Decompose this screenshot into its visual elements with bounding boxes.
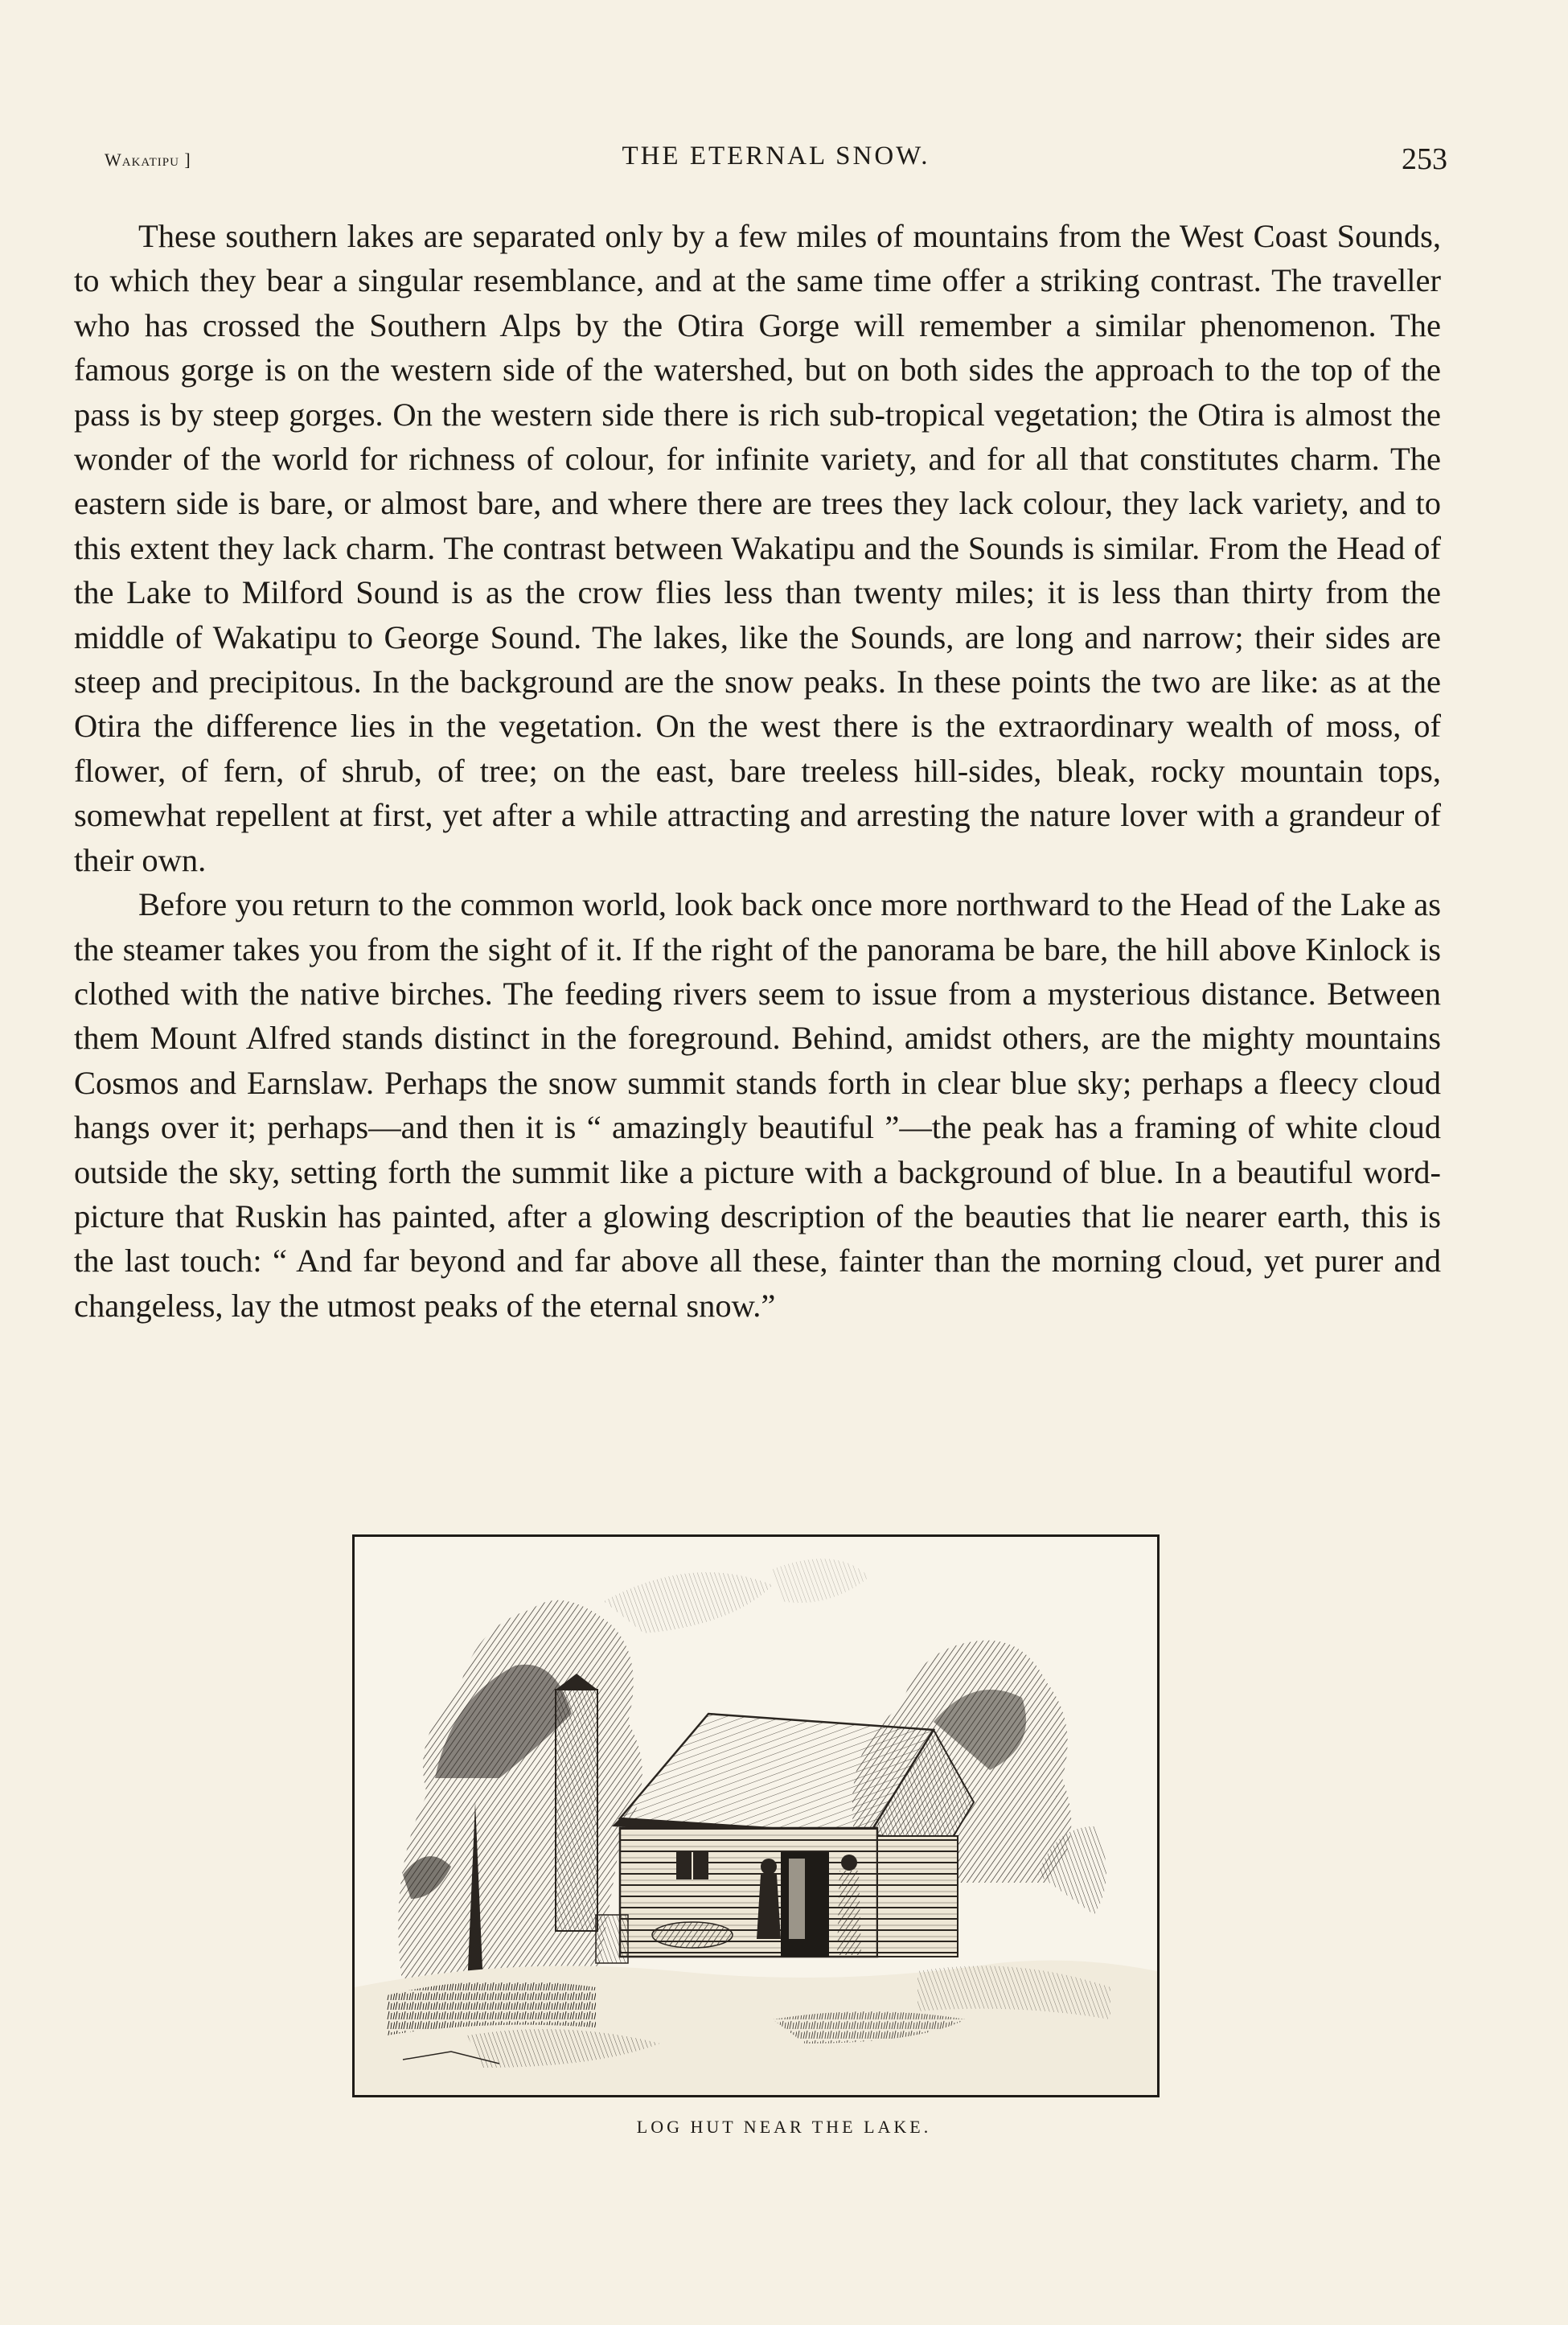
body-text	[74, 214, 1441, 1328]
running-head	[105, 142, 1447, 182]
paragraph-2: Before you return to the common world, look back once more northward to the Head of the Lake as the steamer takes you from the sight of it. If the right of the panorama be bare, the hill above Kinlock is clothed with the native birches. The feeding rivers seem to issue from a mysterious distance. Between them Mount Alfred stands distinct in the foreground. Behind, amidst others, are the mighty mountains Cosmos and Earnslaw. Perhaps the snow summit stands forth in clear blue sky; perhaps a fleecy cloud hangs over it; perhaps—and then it is “ amazingly beautiful ”—the peak has a framing of white cloud outside the sky, setting forth the summit like a picture with a background of blue. In a beautiful word-picture that Ruskin has painted, after a glowing description of the beauties that lie nearer earth, this is the last touch: “ And far beyond and far above all these, fainter than the morning cloud, yet purer and changeless, lay the utmost peaks of the eternal snow.”	[74, 886, 1441, 1324]
running-head-title: THE ETERNAL SNOW.	[622, 142, 930, 170]
running-head-section: Wakatipu ]	[105, 150, 191, 170]
paragraph-1: These southern lakes are separated only by a few miles of mountains from the West Coast Sounds, to which they bear a singular resemblance, and at the same time offer a striking contrast. The traveller who has crossed the Southern Alps by the Otira Gorge will remember a similar phenomenon. The famous gorge is on the western side of the watershed, but on both sides the approach to the top of the pass is by steep gorges. On the western side there is rich sub-tropical vegetation; the Otira is almost the wonder of the world for richness of colour, for infinite variety, and for all that constitutes charm. The eastern side is bare, or almost bare, and where there are trees they lack colour, they lack variety, and to this extent they lack charm. The contrast between Wakatipu and the Sounds is similar. From the Head of the Lake to Milford Sound is as the crow flies less than twenty miles; it is less than thirty from the middle of Wakatipu to George Sound. The lakes, like the Sounds, are long and narrow; their sides are steep and precipitous. In the background are the snow peaks. In these points the two are like: as at the Otira the difference lies in the vegetation. On the west there is the extraordinary wealth of moss, of flower, of fern, of shrub, of tree; on the east, bare treeless hill-sides, bleak, rocky mountain tops, somewhat repellent at first, yet after a while attracting and arresting the nature lover with a grandeur of their own.	[74, 218, 1441, 878]
illustration-log-hut	[352, 1534, 1160, 2097]
page-number: 253	[1402, 142, 1447, 176]
figure-caption: LOG HUT NEAR THE LAKE.	[636, 2117, 932, 2137]
log-hut-engraving	[355, 1537, 1157, 2095]
